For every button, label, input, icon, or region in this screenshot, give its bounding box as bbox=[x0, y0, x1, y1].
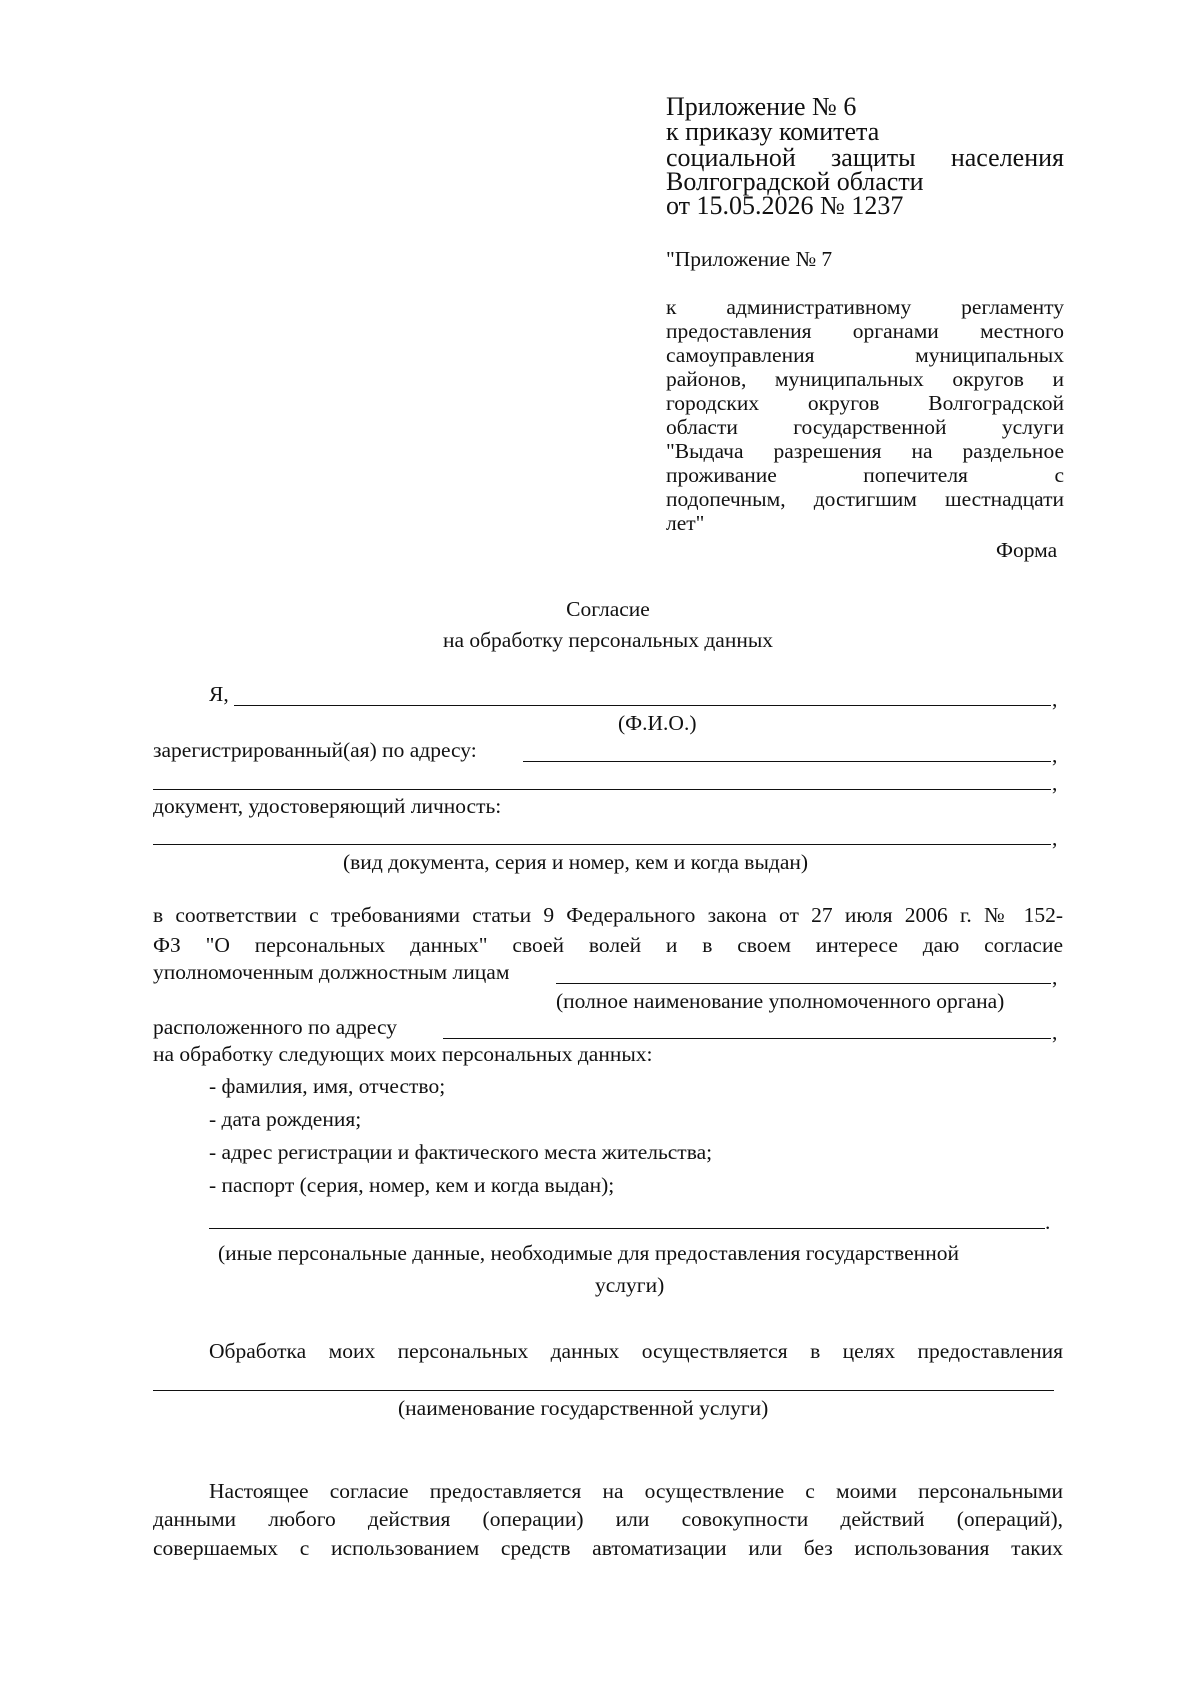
comma: , bbox=[1052, 771, 1058, 795]
fio-caption: (Ф.И.О.) bbox=[618, 711, 697, 735]
appendix7-line: предоставления органами местного bbox=[666, 319, 1064, 343]
consent-line: Настоящее согласие предоставляется на осуществление с моими персональными bbox=[209, 1479, 1063, 1503]
appendix7-line: городских округов Волгоградской bbox=[666, 391, 1064, 415]
appendix7-last-line: лет" bbox=[666, 511, 705, 535]
fio-blank-line bbox=[234, 705, 1051, 706]
service-blank-line bbox=[153, 1390, 1054, 1391]
header-order-ref: к приказу комитета bbox=[666, 117, 880, 146]
address-blank-line bbox=[523, 761, 1051, 762]
ya-label: Я, bbox=[209, 682, 229, 706]
document-title: Согласие bbox=[566, 597, 650, 621]
located-blank-line bbox=[443, 1038, 1051, 1039]
organ-caption: (полное наименование уполномоченного органа) bbox=[556, 989, 1005, 1013]
header-order-date: от 15.05.2026 № 1237 bbox=[666, 191, 904, 220]
list-item: - паспорт (серия, номер, кем и когда выдан); bbox=[209, 1173, 615, 1197]
appendix7-line: самоуправления муниципальных bbox=[666, 343, 1064, 367]
other-data-caption-2: услуги) bbox=[595, 1273, 665, 1297]
header-committee: социальной защиты населения bbox=[666, 143, 1064, 172]
document-blank-line bbox=[153, 844, 1051, 845]
paragraph-line: ФЗ "О персональных данных" своей волей и в своем интересе даю согласие bbox=[153, 933, 1063, 957]
list-item: - дата рождения; bbox=[209, 1107, 362, 1131]
other-data-caption: (иные персональные данные, необходимые для предоставления государственной bbox=[218, 1241, 959, 1265]
processing-label: на обработку следующих моих персональных данных: bbox=[153, 1042, 653, 1066]
document-label: документ, удостоверяющий личность: bbox=[153, 794, 502, 818]
consent-line: данными любого действия (операции) или совокупности действий (операций), bbox=[153, 1507, 1063, 1531]
address-blank-line-2 bbox=[153, 789, 1051, 790]
period: . bbox=[1045, 1210, 1051, 1234]
appendix7-line: районов, муниципальных округов и bbox=[666, 367, 1064, 391]
other-data-blank-line bbox=[209, 1228, 1045, 1229]
list-item: - фамилия, имя, отчество; bbox=[209, 1074, 446, 1098]
comma: , bbox=[1052, 1020, 1058, 1044]
document-subtitle: на обработку персональных данных bbox=[442, 628, 774, 652]
list-item: - адрес регистрации и фактического места жительства; bbox=[209, 1140, 713, 1164]
located-label: расположенного по адресу bbox=[153, 1015, 397, 1039]
service-caption: (наименование государственной услуги) bbox=[398, 1396, 769, 1420]
paragraph-line: уполномоченным должностным лицам bbox=[153, 960, 510, 984]
form-label: Форма bbox=[996, 538, 1058, 562]
appendix7-line: к административному регламенту bbox=[666, 295, 1064, 319]
header-appendix-number: Приложение № 6 bbox=[666, 92, 857, 121]
purpose-text: Обработка моих персональных данных осуществляется в целях предоставления bbox=[209, 1339, 1063, 1363]
header-region: Волгоградской области bbox=[666, 167, 924, 196]
comma: , bbox=[1052, 743, 1058, 767]
appendix7-line: проживание попечителя с bbox=[666, 463, 1064, 487]
appendix7-line: "Выдача разрешения на раздельное bbox=[666, 439, 1064, 463]
consent-line: совершаемых с использованием средств автоматизации или без использования таких bbox=[153, 1536, 1063, 1560]
appendix7-line: области государственной услуги bbox=[666, 415, 1064, 439]
appendix7-title: "Приложение № 7 bbox=[666, 247, 833, 271]
officials-blank-line bbox=[556, 983, 1051, 984]
document-caption: (вид документа, серия и номер, кем и когда выдан) bbox=[343, 850, 809, 874]
comma: , bbox=[1052, 965, 1058, 989]
paragraph-line: в соответствии с требованиями статьи 9 Федерального закона от 27 июля 2006 г. № 152- bbox=[153, 903, 1063, 927]
comma: , bbox=[1052, 687, 1058, 711]
appendix7-line: подопечным, достигшим шестнадцати bbox=[666, 487, 1064, 511]
comma: , bbox=[1052, 826, 1058, 850]
registered-label: зарегистрированный(ая) по адресу: bbox=[153, 738, 477, 762]
